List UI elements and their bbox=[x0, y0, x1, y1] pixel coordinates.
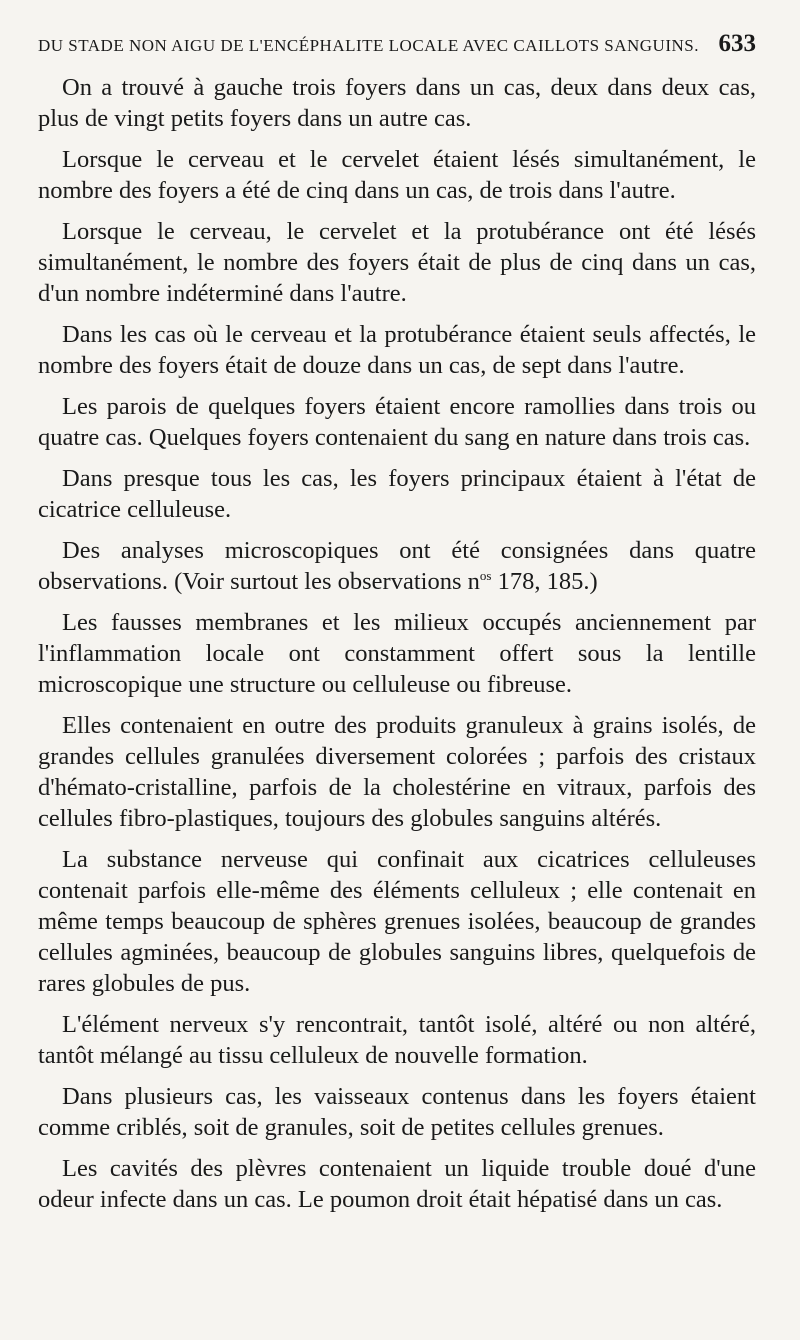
paragraph: Les fausses membranes et les milieux occupés anciennement par l'inflammation locale ont constamment offert sous la lentille microscopique une structure ou celluleuse ou fibreuse. bbox=[38, 609, 756, 698]
paragraph: Elles contenaient en outre des produits granuleux à grains isolés, de grandes cellules granulées diversement colorées ; parfois des cristaux d'hémato-cristalline, parfois de la cholestérine en vitraux, parfois des cellules fibro-plastiques, toujours des globules sanguins altérés. bbox=[38, 712, 756, 832]
running-title: DU STADE NON AIGU DE L'ENCÉPHALITE LOCALE AVEC CAILLOTS SANGUINS. bbox=[38, 36, 699, 55]
paragraph: Dans plusieurs cas, les vaisseaux contenus dans les foyers étaient comme criblés, soit de granules, soit de petites cellules grenues. bbox=[38, 1083, 756, 1141]
page-number: 633 bbox=[718, 30, 756, 57]
paragraph bbox=[38, 535, 756, 597]
paragraph: Les parois de quelques foyers étaient encore ramollies dans trois ou quatre cas. Quelques foyers contenaient du sang en nature dans trois cas. bbox=[38, 393, 756, 451]
paragraph-text: Des analyses microscopiques ont été consignées dans quatre observations. (Voir surtout les observations n bbox=[38, 537, 756, 595]
paragraph: Dans presque tous les cas, les foyers principaux étaient à l'état de cicatrice celluleuse. bbox=[38, 465, 756, 523]
paragraph: Lorsque le cerveau et le cervelet étaient lésés simultanément, le nombre des foyers a été de cinq dans un cas, de trois dans l'autre. bbox=[38, 146, 756, 204]
paragraph: Les cavités des plèvres contenaient un liquide trouble doué d'une odeur infecte dans un cas. Le poumon droit était hépatisé dans un cas. bbox=[38, 1155, 756, 1213]
paragraph: L'élément nerveux s'y rencontrait, tantôt isolé, altéré ou non altéré, tantôt mélangé au tissu celluleux de nouvelle formation. bbox=[38, 1011, 756, 1069]
paragraph: On a trouvé à gauche trois foyers dans un cas, deux dans deux cas, plus de vingt petits foyers dans un autre cas. bbox=[38, 74, 756, 132]
superscript-abbrev: os bbox=[479, 567, 492, 583]
paragraph: Dans les cas où le cerveau et la protubérance étaient seuls affectés, le nombre des foyers était de douze dans un cas, de sept dans l'autre. bbox=[38, 321, 756, 379]
paragraph: Lorsque le cerveau, le cervelet et la protubérance ont été lésés simultanément, le nombre des foyers était de plus de cinq dans un cas, d'un nombre indéterminé dans l'autre. bbox=[38, 218, 756, 307]
body-text bbox=[38, 72, 756, 1215]
running-head bbox=[38, 30, 756, 72]
paragraph: La substance nerveuse qui confinait aux cicatrices celluleuses contenait parfois elle-même des éléments celluleux ; elle contenait en même temps beaucoup de sphères grenues isolées, beaucoup de grandes cellules agminées, beaucoup de globules sanguins libres, quelquefois de rares globules de pus. bbox=[38, 846, 756, 997]
paragraph-text: 178, 185.) bbox=[491, 568, 598, 595]
